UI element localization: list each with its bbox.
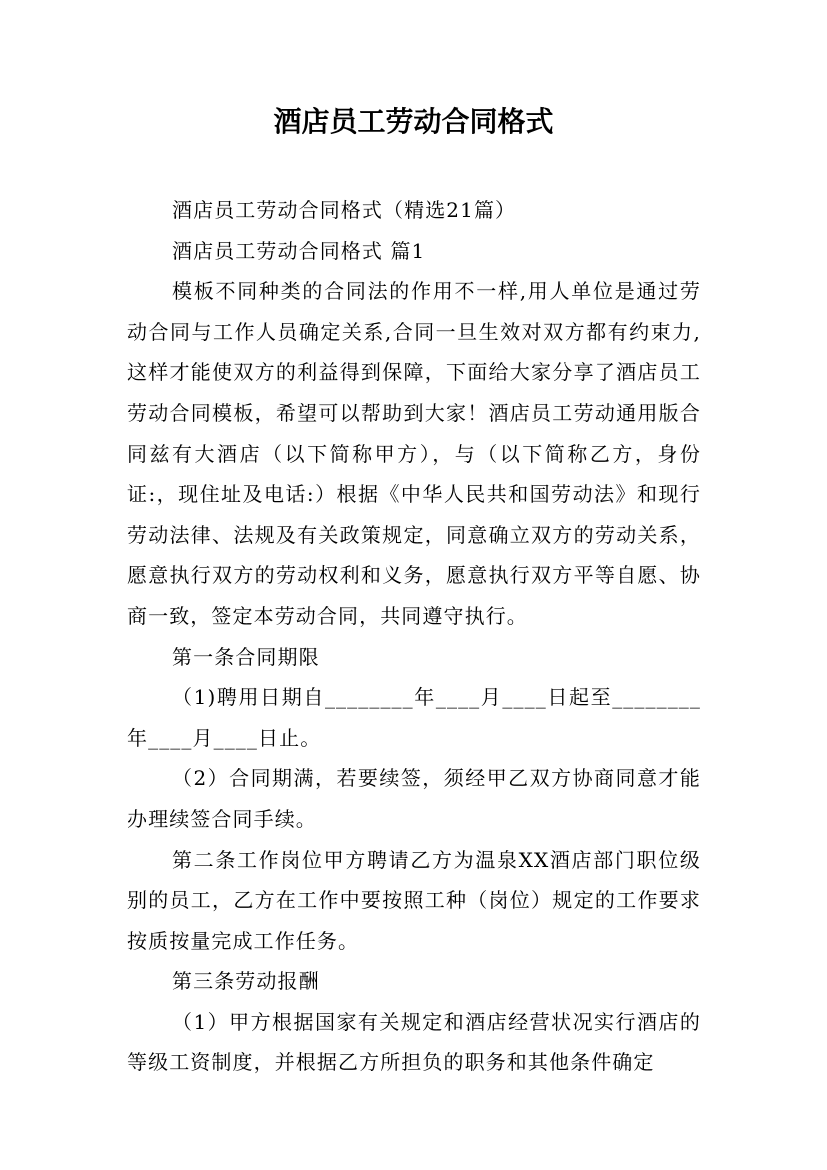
document-title: 酒店员工劳动合同格式 — [273, 105, 554, 138]
paragraph-article-1-heading: 第一条合同期限 — [172, 644, 320, 669]
paragraph-article-1-item-1: （1)聘用日期自________年____月____日起至________年____月____日止。 — [127, 685, 701, 750]
paragraph-section-heading: 酒店员工劳动合同格式 篇1 — [172, 238, 426, 263]
document-body — [127, 190, 701, 1083]
paragraph-article-3-item-1: （1）甲方根据国家有关规定和酒店经营状况实行酒店的等级工资制度，并根据乙方所担负的职务和其他条件确定 — [127, 1009, 701, 1075]
paragraph-subtitle: 酒店员工劳动合同格式（精选21篇） — [172, 198, 517, 222]
paragraph-intro: 模板不同种类的合同法的作用不一样,用人单位是通过劳动合同与工作人员确定关系,合同一旦生效对双方都有约束力,这样才能使双方的利益得到保障，下面给大家分享了酒店员工劳动合同模板，希望可以帮助到大家！酒店员工劳动通用版合同兹有大酒店（以下简称甲方），与（以下简称乙方，身份证:，现住址及电话:）根据《中华人民共和国劳动法》和现行劳动法律、法规及有关政策规定，同意确立双方的劳动关系，愿意执行双方的劳动权利和义务，愿意执行双方平等自愿、协商一致，签定本劳动合同，共同遵守执行。 — [127, 279, 701, 628]
paragraph-article-1-item-2: （2）合同期满，若要续签，须经甲乙双方协商同意才能办理续签合同手续。 — [127, 766, 701, 831]
paragraph-article-2: 第二条工作岗位甲方聘请乙方为温泉XX酒店部门职位级别的员工，乙方在工作中要按照工种（岗位）规定的工作要求按质按量完成工作任务。 — [127, 847, 701, 953]
paragraph-article-3-heading: 第三条劳动报酬 — [172, 969, 320, 994]
